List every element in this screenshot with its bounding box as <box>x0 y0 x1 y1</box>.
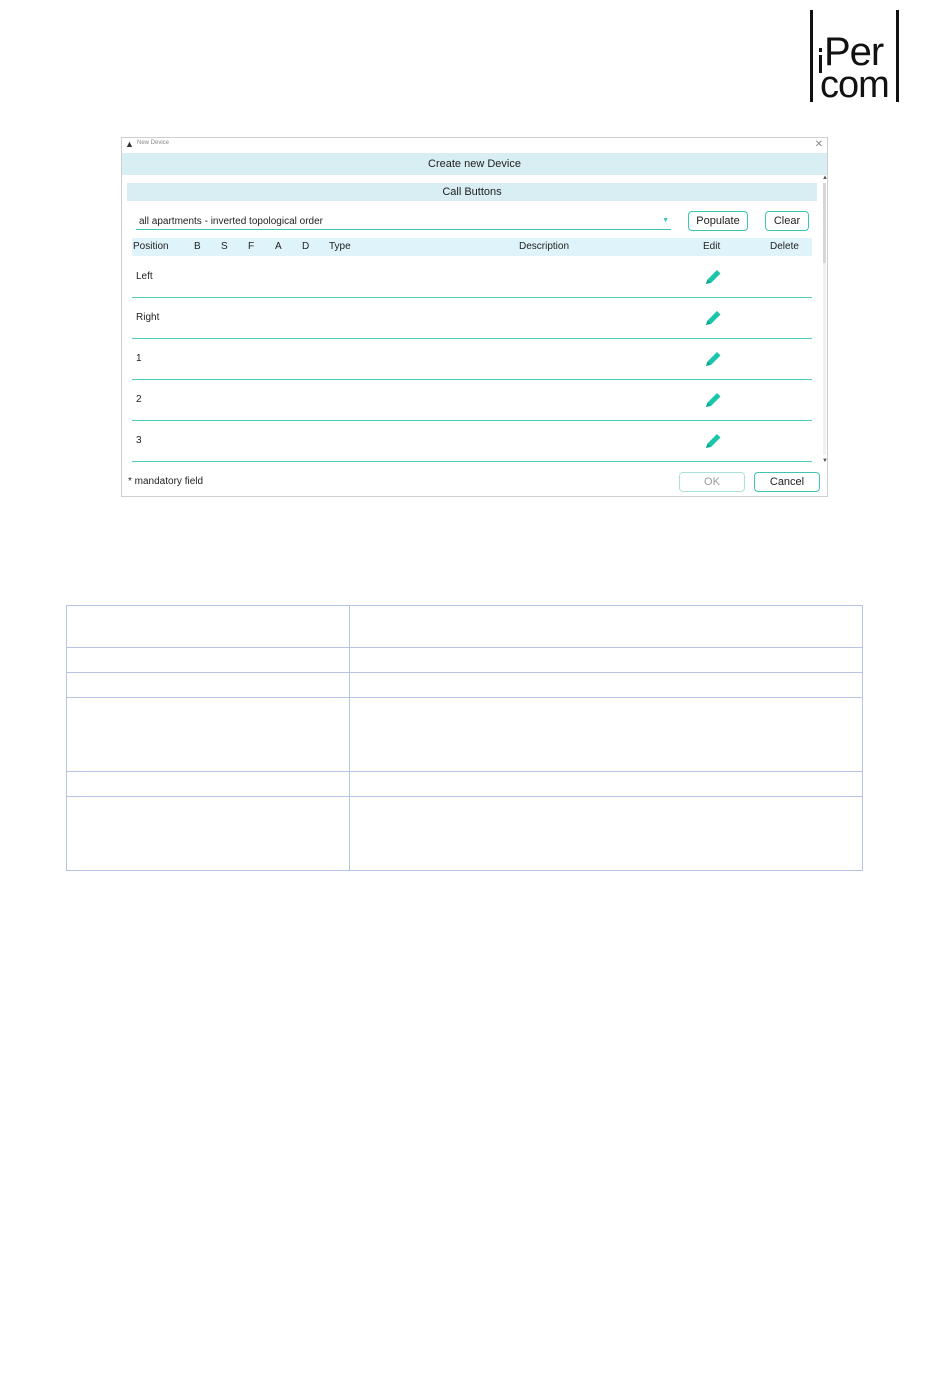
row-position: Right <box>136 312 160 323</box>
scroll-up-icon[interactable]: ▲ <box>822 175 828 181</box>
table-cell <box>350 673 863 698</box>
order-dropdown[interactable] <box>136 214 671 230</box>
app-icon: ▲ <box>125 139 134 149</box>
table-cell <box>350 606 863 648</box>
ok-button[interactable]: OK <box>679 472 745 492</box>
col-s: S <box>221 241 228 252</box>
table-row <box>132 380 812 421</box>
ipercom-logo <box>810 10 900 106</box>
col-edit: Edit <box>703 241 721 252</box>
table-row <box>67 673 863 698</box>
col-d: D <box>302 241 310 252</box>
table-row <box>132 257 812 298</box>
logo-i-dot <box>819 48 822 52</box>
col-description: Description <box>519 241 570 252</box>
row-position: 2 <box>136 394 142 405</box>
vertical-scrollbar[interactable] <box>822 175 828 465</box>
col-a: A <box>275 241 282 252</box>
table-row <box>67 797 863 871</box>
dropdown-value: all apartments - inverted topological order <box>139 216 323 227</box>
cancel-button[interactable]: Cancel <box>754 472 820 492</box>
table-cell <box>350 648 863 673</box>
logo-right-bar <box>896 10 899 102</box>
title-bar <box>122 138 827 153</box>
col-delete: Delete <box>770 241 799 252</box>
close-icon[interactable]: ✕ <box>814 139 823 150</box>
chevron-down-icon: ▼ <box>662 217 669 224</box>
call-buttons-list <box>132 257 812 462</box>
col-f: F <box>248 241 255 252</box>
row-position: Left <box>136 271 153 282</box>
logo-left-bar <box>810 10 813 102</box>
clear-button[interactable]: Clear <box>765 211 809 231</box>
pencil-icon[interactable] <box>704 268 724 286</box>
table-row <box>67 698 863 772</box>
pencil-icon[interactable] <box>704 309 724 327</box>
populate-button[interactable]: Populate <box>688 211 748 231</box>
table-cell <box>67 797 350 871</box>
table-cell <box>67 673 350 698</box>
row-position: 3 <box>136 435 142 446</box>
window-title: New Device <box>137 140 170 146</box>
logo-text-com: com <box>820 64 889 106</box>
pencil-icon[interactable] <box>704 391 724 409</box>
table-cell <box>67 772 350 797</box>
scroll-thumb[interactable] <box>823 183 826 263</box>
section-title: Call Buttons <box>127 183 817 201</box>
col-b: B <box>194 241 201 252</box>
table-cell <box>350 797 863 871</box>
table-row <box>67 772 863 797</box>
row-position: 1 <box>136 353 142 364</box>
table-cell <box>67 648 350 673</box>
scroll-down-icon[interactable]: ▼ <box>822 458 828 464</box>
pencil-icon[interactable] <box>704 350 724 368</box>
col-position: Position <box>133 241 169 252</box>
table-cell <box>350 772 863 797</box>
dialog-header: Create new Device <box>122 153 827 175</box>
table-row <box>132 339 812 380</box>
table-cell <box>67 606 350 648</box>
table-row <box>132 298 812 339</box>
logo-text-per: Per <box>824 30 884 74</box>
table-header <box>132 238 812 256</box>
table-row <box>67 606 863 648</box>
mandatory-note: * mandatory field <box>128 476 204 487</box>
table-cell <box>67 698 350 772</box>
new-device-dialog <box>121 137 828 497</box>
pencil-icon[interactable] <box>704 432 724 450</box>
empty-table <box>66 605 863 871</box>
table-row <box>132 421 812 462</box>
col-type: Type <box>329 241 351 252</box>
table-cell <box>350 698 863 772</box>
table-row <box>67 648 863 673</box>
